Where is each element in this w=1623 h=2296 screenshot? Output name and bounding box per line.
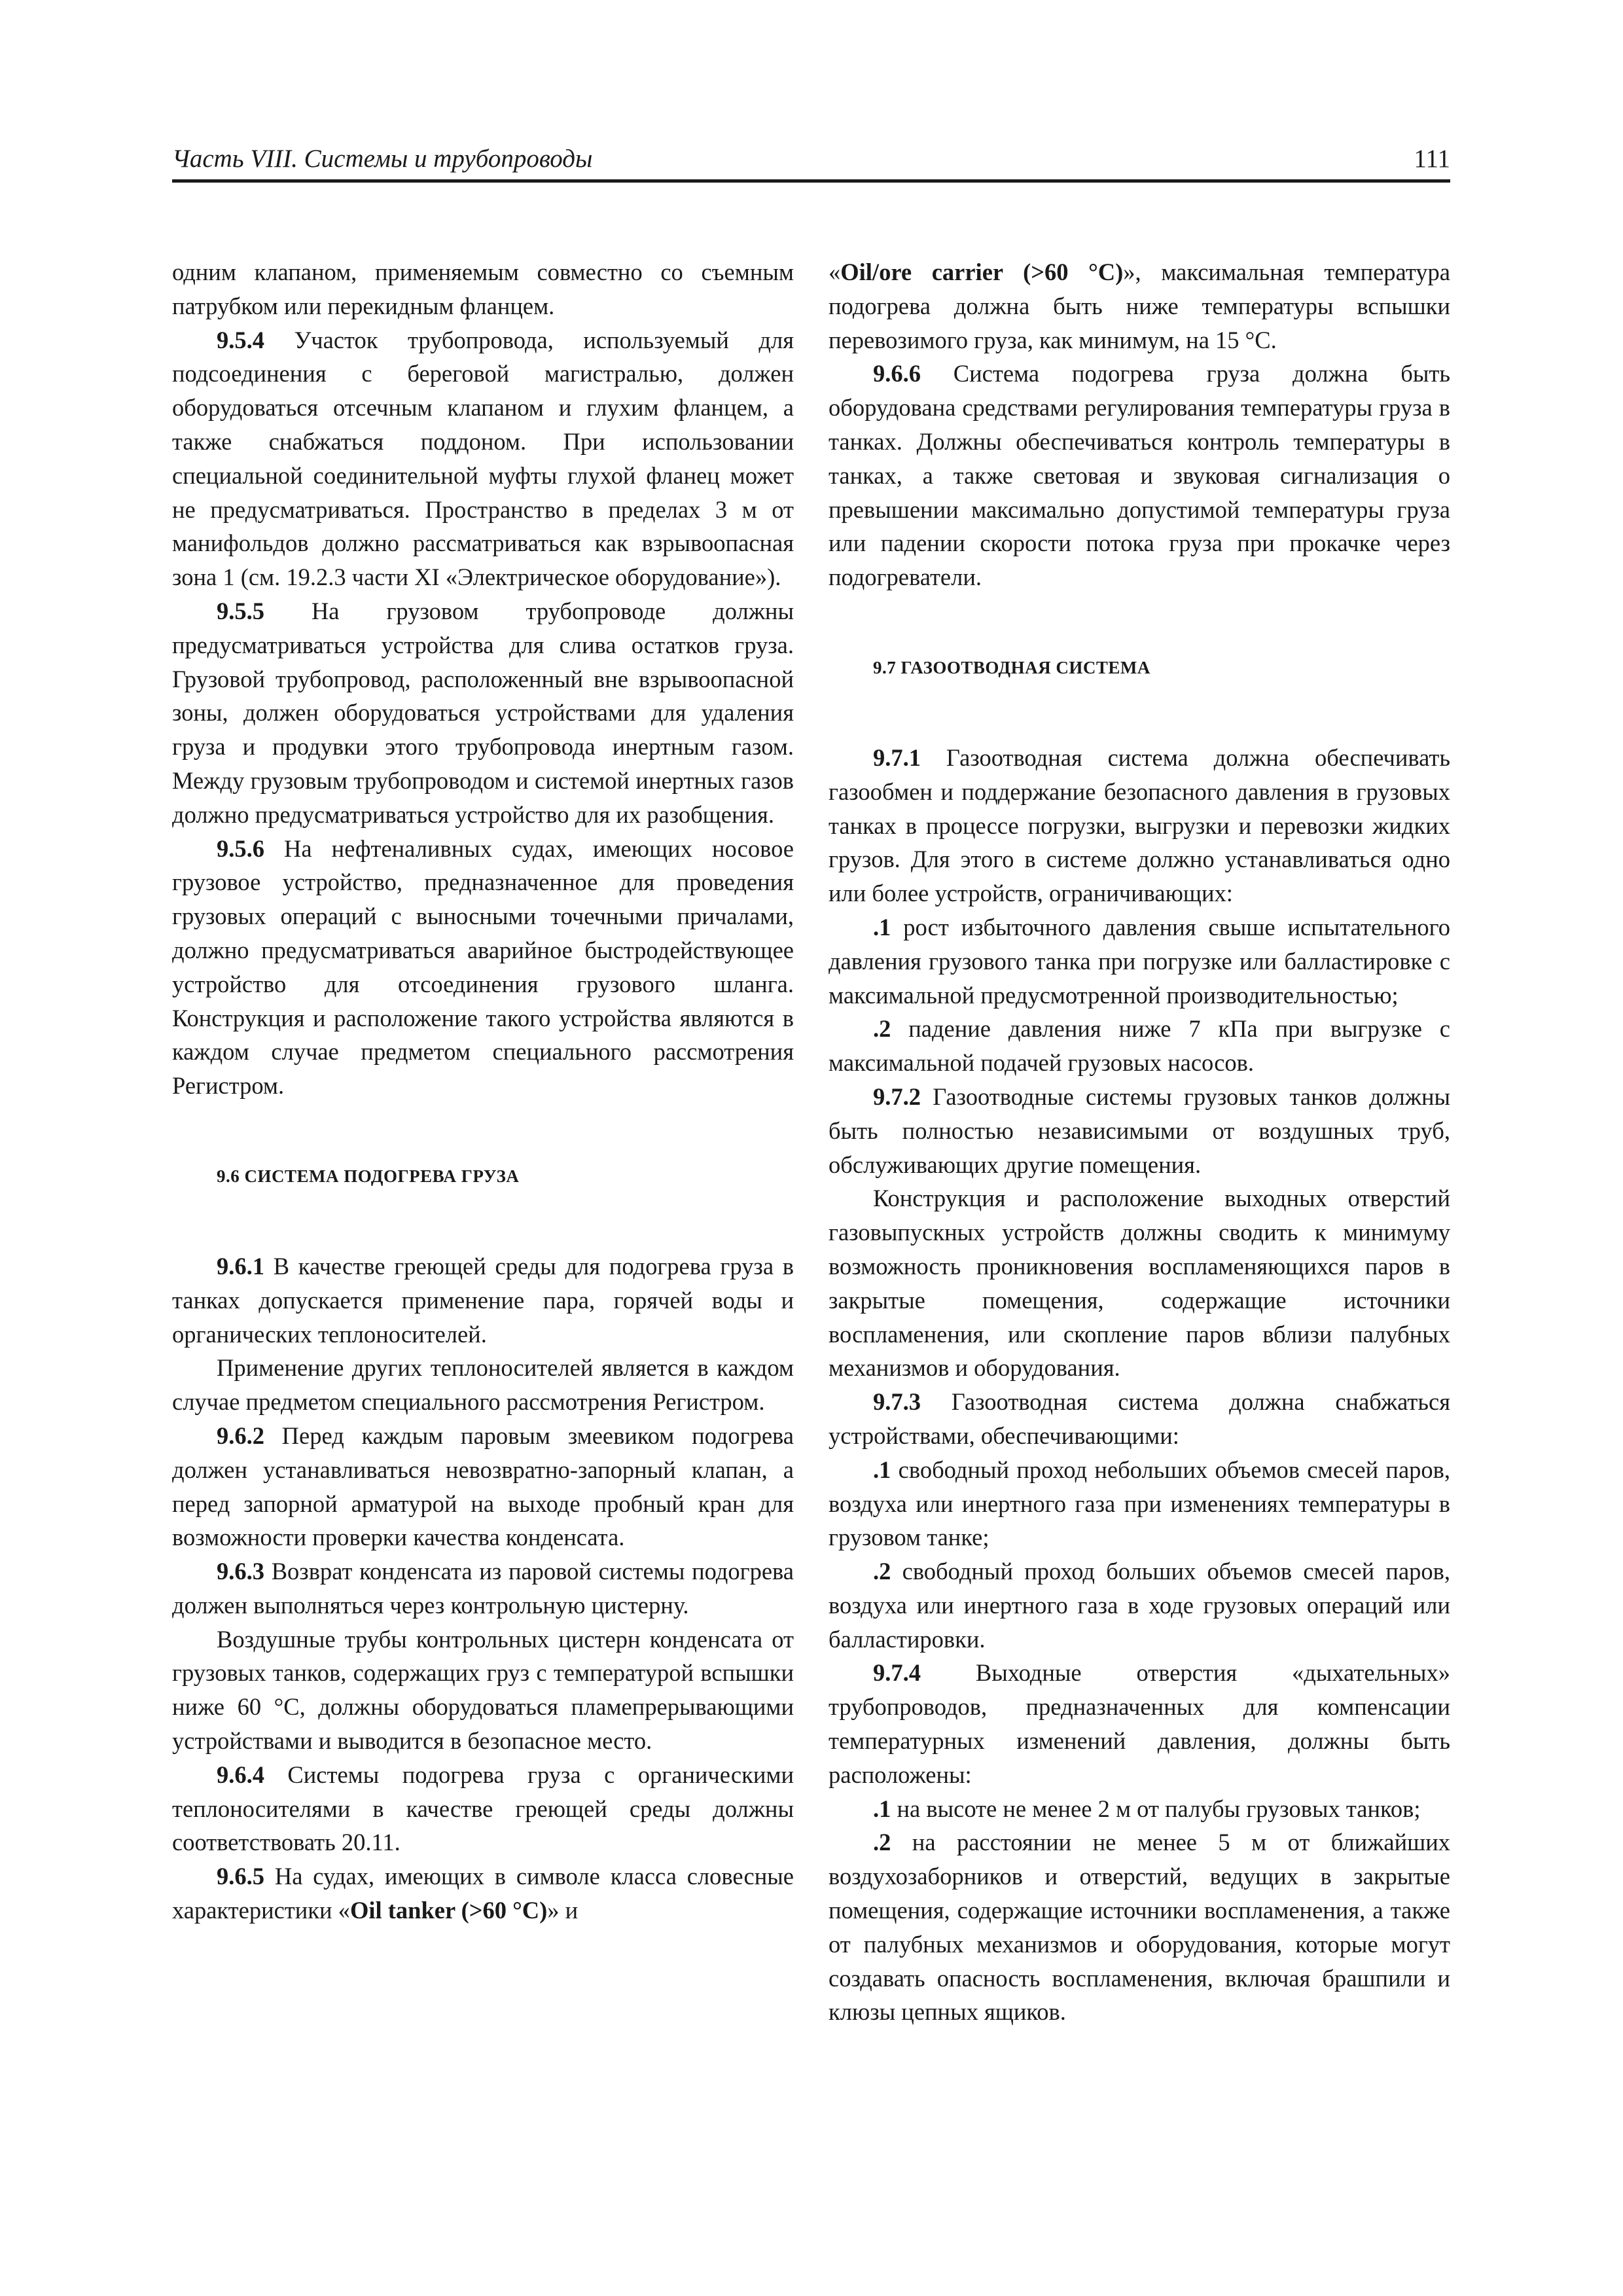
list-item <box>829 1825 1450 2029</box>
paragraph-text: на расстоянии не менее 5 м от ближайших воздухозаборников и отверстий, ведущих в закрытые помещения, содержащие источники воспламенения, а также от палубных механизмов и оборудования, которые могут создавать опасность воспламенения, включая брашпили и клюзы цепных ящиков. <box>829 1829 1450 2026</box>
paragraph-text: « <box>829 259 841 285</box>
paragraph-text: На грузовом трубопроводе должны предусматриваться устройства для слива остатков груза. Грузовой трубопровод, расположенный вне взрывоопасной зоны, должен оборудоваться устройствами для удаления груза и продувки этого трубопровода инертным газом. Между грузовым трубопроводом и системой инертных газов должно предусматриваться устройство для их разобщения. <box>172 597 794 828</box>
clause-number: 9.7.3 <box>873 1388 921 1416</box>
paragraph-text: свободный проход небольших объемов смесей паров, воздуха или инертного газа при изменениях температуры в грузовом танке; <box>829 1456 1450 1551</box>
paragraph-text: рост избыточного давления свыше испытательного давления грузового танка при погрузке или балластировке с максимальной предусмотренной производительностью; <box>829 913 1450 1009</box>
clause-number: 9.5.4 <box>217 326 264 353</box>
clause-9-5-5 <box>172 594 794 832</box>
item-number: .1 <box>873 913 891 941</box>
clause-number: 9.6.6 <box>873 360 921 387</box>
right-column <box>829 255 1450 2029</box>
class-notation: Oil/ore carrier (>60 °C) <box>840 259 1124 285</box>
list-item <box>829 1554 1450 1656</box>
paragraph-text: Возврат конденсата из паровой системы подогрева должен выполняться через контрольную цистерну. <box>172 1558 794 1619</box>
paragraph-text: Система подогрева груза должна быть оборудована средствами регулирования температуры груза в танках. Должны обеспечиваться контроль температуры в танках, а также световая и звуковая сигнализация о превышении максимально допустимой температуры груза или падении скорости потока груза при прокачке через подогреватели. <box>829 360 1450 591</box>
paragraph-text: Выходные отверстия «дыхательных» трубопроводов, предназначенных для компенсации температурных изменений давления, должны быть расположены: <box>829 1659 1450 1788</box>
paragraph-text: Перед каждым паровым змеевиком подогрева должен устанавливаться невозвратно-запорный клапан, а перед запорной арматурой на выходе пробный кран для возможности проверки качества конденсата. <box>172 1422 794 1551</box>
paragraph-text: Газоотводная система должна обеспечивать газообмен и поддержание безопасного давления в грузовых танках в процессе погрузки, выгрузки и перевозки жидких грузов. Для этого в системе должно устанавливаться одно или более устройств, ограничивающих: <box>829 744 1450 907</box>
paragraph-text: одним клапаном, применяемым совместно со съемным патрубком или перекидным фланцем. <box>172 259 794 319</box>
clause-number: 9.6.4 <box>217 1761 264 1788</box>
clause-9-5-4 <box>172 323 794 594</box>
paragraph-text: Участок трубопровода, используемый для подсоединения с береговой магистралью, должен оборудоваться отсечным клапаном и глухим фланцем, а также снабжаться поддоном. При использовании специальной соединительной муфты глухой фланец может не предусматриваться. Пространство в пределах 3 м от манифольдов должно рассматриваться как взрывоопасная зона 1 (см. 19.2.3 части XI «Электрическое оборудование»). <box>172 326 794 591</box>
paragraph-text: В качестве греющей среды для подогрева груза в танках допускается применение пара, горячей воды и органических теплоносителей. <box>172 1252 794 1348</box>
page-number: 111 <box>1414 145 1450 173</box>
paragraph-text: свободный проход больших объемов смесей паров, воздуха или инертного газа в ходе грузовых операций или балластировки. <box>829 1558 1450 1653</box>
clause-number: 9.5.6 <box>217 834 264 862</box>
clause-number: 9.7.1 <box>873 744 921 771</box>
section-heading-9-7: 9.7 ГАЗООТВОДНАЯ СИСТЕМА <box>873 657 1150 677</box>
item-number: .1 <box>873 1456 891 1483</box>
class-notation: Oil tanker (>60 °C) <box>349 1897 548 1924</box>
paragraph-text: Воздушные трубы контрольных цистерн конденсата от грузовых танков, содержащих груз с температурой вспышки ниже 60 °С, должны оборудоваться пламепрерывающими устройствами и выводится в безопасное место. <box>172 1625 794 1755</box>
clause-9-7-3 <box>829 1385 1450 1453</box>
list-item <box>829 1453 1450 1554</box>
paragraph-text: Применение других теплоносителей является в каждом случае предметом специального рассмотрения Регистром. <box>172 1354 794 1416</box>
clause-9-6-1 <box>172 1249 794 1351</box>
paragraph-text: Конструкция и расположение выходных отверстий газовыпускных устройств должны сводить к минимуму возможность проникновения воспламеняющихся паров в закрытые помещения, содержащие источники воспламенения, или скопление паров вблизи палубных механизмов и оборудования. <box>829 1185 1450 1382</box>
clause-number: 9.6.2 <box>217 1422 264 1449</box>
clause-9-5-6 <box>172 832 794 1103</box>
paragraph <box>829 1181 1450 1385</box>
item-number: .2 <box>873 1829 891 1856</box>
item-number: .2 <box>873 1015 891 1043</box>
paragraph-text: » и <box>547 1897 579 1924</box>
paragraph <box>172 1351 794 1419</box>
clause-9-6-2 <box>172 1419 794 1554</box>
list-item <box>829 910 1450 1012</box>
paragraph-text: падение давления ниже 7 кПа при выгрузке с максимальной подачей грузовых насосов. <box>829 1015 1450 1077</box>
clause-number: 9.6.3 <box>217 1558 264 1585</box>
paragraph-text: на высоте не менее 2 м от палубы грузовых танков; <box>891 1795 1421 1822</box>
list-item <box>829 1012 1450 1080</box>
paragraph <box>172 255 794 323</box>
paragraph-text: На нефтеналивных судах, имеющих носовое грузовое устройство, предназначенное для проведения грузовых операций с выносными точечными причалами, должно предусматриваться аварийное быстродействующее устройство для отсоединения грузового шланга. Конструкция и расположение такого устройства являются в каждом случае предметом специального рассмотрения Регистром. <box>172 834 794 1100</box>
paragraph-text: Газоотводные системы грузовых танков должны быть полностью независимыми от воздушных труб, обслуживающих другие помещения. <box>829 1083 1450 1178</box>
clause-9-6-6 <box>829 357 1450 594</box>
clause-9-7-4 <box>829 1656 1450 1791</box>
paragraph-text: Газоотводная система должна снабжаться устройствами, обеспечивающими: <box>829 1388 1450 1449</box>
clause-number: 9.7.4 <box>873 1659 921 1687</box>
item-number: .1 <box>873 1795 891 1822</box>
paragraph-text: Системы подогрева груза с органическими теплоносителями в качестве греющей среды должны соответствовать 20.11. <box>172 1761 794 1856</box>
clause-9-6-5 <box>172 1859 794 1928</box>
left-column <box>172 255 794 1928</box>
clause-9-6-4 <box>172 1758 794 1859</box>
paragraph-text: », максимальная температура подогрева должна быть ниже температуры вспышки перевозимого груза, как минимум, на 15 °С. <box>829 259 1450 353</box>
header-title: Часть VIII. Системы и трубопроводы <box>172 145 593 173</box>
section-heading-9-6: 9.6 СИСТЕМА ПОДОГРЕВА ГРУЗА <box>217 1166 520 1186</box>
paragraph <box>829 255 1450 357</box>
clause-number: 9.5.5 <box>217 597 264 624</box>
item-number: .2 <box>873 1558 891 1585</box>
clause-9-7-2 <box>829 1080 1450 1181</box>
clause-number: 9.7.2 <box>873 1083 921 1110</box>
clause-number: 9.6.1 <box>217 1252 264 1280</box>
list-item <box>829 1792 1450 1826</box>
clause-9-6-3 <box>172 1554 794 1623</box>
paragraph <box>172 1623 794 1758</box>
clause-9-7-1 <box>829 741 1450 910</box>
paragraph-text: На судах, имеющих в символе класса словесные характеристики « <box>172 1863 794 1924</box>
running-header <box>172 140 1450 183</box>
clause-number: 9.6.5 <box>217 1863 264 1890</box>
